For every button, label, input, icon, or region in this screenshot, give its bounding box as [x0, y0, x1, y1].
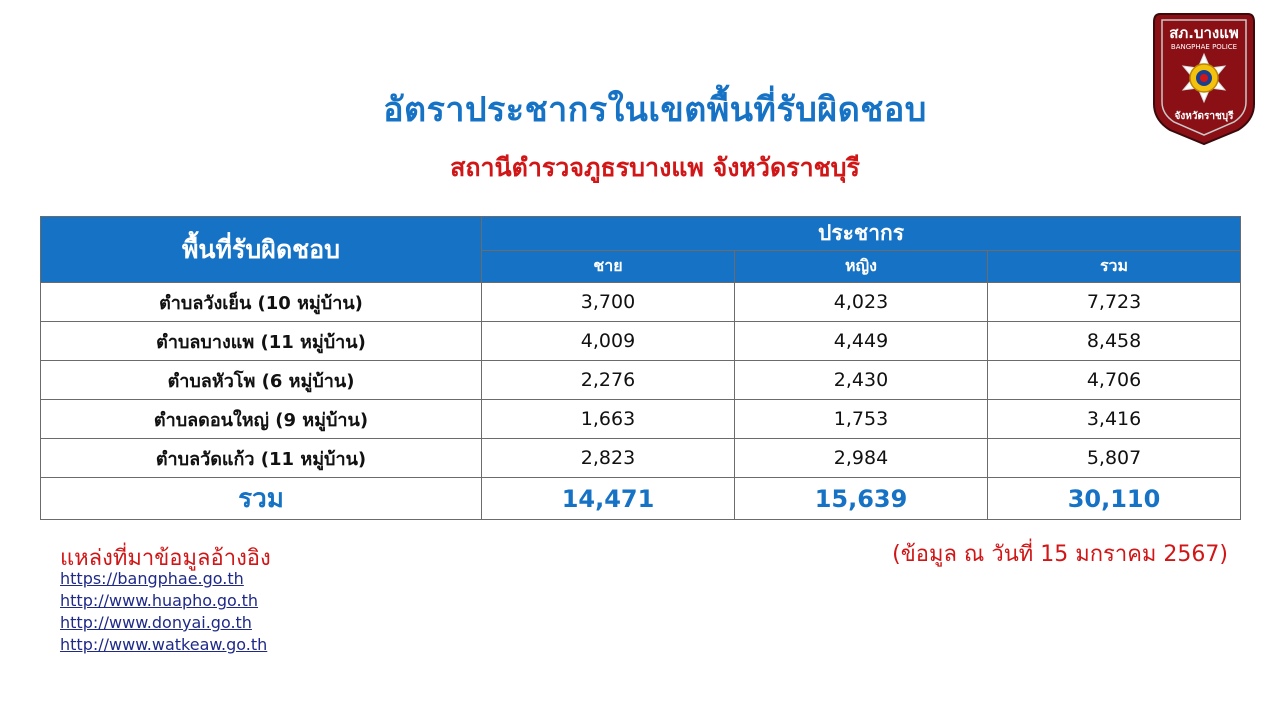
- source-links: [60, 568, 267, 656]
- source-link-watkeaw[interactable]: http://www.watkeaw.go.th: [60, 635, 268, 654]
- area-name: ตำบลหัวโพ (6 หมู่บ้าน): [41, 361, 482, 400]
- female-count: 2,984: [735, 439, 988, 478]
- area-name: ตำบลวังเย็น (10 หมู่บ้าน): [41, 283, 482, 322]
- female-header: หญิง: [735, 251, 988, 283]
- source-link-donyai[interactable]: http://www.donyai.go.th: [60, 613, 252, 632]
- male-count: 1,663: [482, 400, 735, 439]
- population-header: ประชากร: [482, 217, 1241, 251]
- total-label: รวม: [41, 478, 482, 520]
- total-all: 30,110: [988, 478, 1241, 520]
- female-count: 1,753: [735, 400, 988, 439]
- male-count: 2,276: [482, 361, 735, 400]
- female-count: 4,023: [735, 283, 988, 322]
- table-row: [41, 322, 1241, 361]
- total-count: 5,807: [988, 439, 1241, 478]
- male-count: 3,700: [482, 283, 735, 322]
- logo-top-text: สภ.บางแพ: [1169, 24, 1239, 42]
- total-count: 4,706: [988, 361, 1241, 400]
- total-count: 7,723: [988, 283, 1241, 322]
- area-name: ตำบลวัดแก้ว (11 หมู่บ้าน): [41, 439, 482, 478]
- source-link-huapho[interactable]: http://www.huapho.go.th: [60, 591, 259, 610]
- female-count: 4,449: [735, 322, 988, 361]
- police-badge-logo: [1150, 6, 1258, 146]
- total-row: [41, 478, 1241, 520]
- female-count: 2,430: [735, 361, 988, 400]
- population-table: [40, 216, 1241, 520]
- male-count: 4,009: [482, 322, 735, 361]
- total-header: รวม: [988, 251, 1241, 283]
- table-row: [41, 361, 1241, 400]
- table-row: [41, 400, 1241, 439]
- male-count: 2,823: [482, 439, 735, 478]
- page-title: อัตราประชากรในเขตพื้นที่รับผิดชอบ: [383, 90, 927, 130]
- logo-english-text: BANGPHAE POLICE: [1170, 43, 1238, 51]
- male-header: ชาย: [482, 251, 735, 283]
- logo-bottom-text: จังหวัดราชบุรี: [1174, 111, 1234, 122]
- area-header: พื้นที่รับผิดชอบ: [41, 217, 482, 283]
- table-row: [41, 283, 1241, 322]
- total-count: 8,458: [988, 322, 1241, 361]
- table-row: [41, 439, 1241, 478]
- area-name: ตำบลบางแพ (11 หมู่บ้าน): [41, 322, 482, 361]
- data-date-note: (ข้อมูล ณ วันที่ 15 มกราคม 2567): [892, 542, 1228, 567]
- source-link-bangphae[interactable]: https://bangphae.go.th: [60, 569, 244, 588]
- area-name: ตำบลดอนใหญ่ (9 หมู่บ้าน): [41, 400, 482, 439]
- total-male: 14,471: [482, 478, 735, 520]
- source-title: แหล่งที่มาข้อมูลอ้างอิง: [60, 546, 271, 571]
- total-female: 15,639: [735, 478, 988, 520]
- total-count: 3,416: [988, 400, 1241, 439]
- page-subtitle: สถานีตำรวจภูธรบางแพ จังหวัดราชบุรี: [450, 153, 860, 182]
